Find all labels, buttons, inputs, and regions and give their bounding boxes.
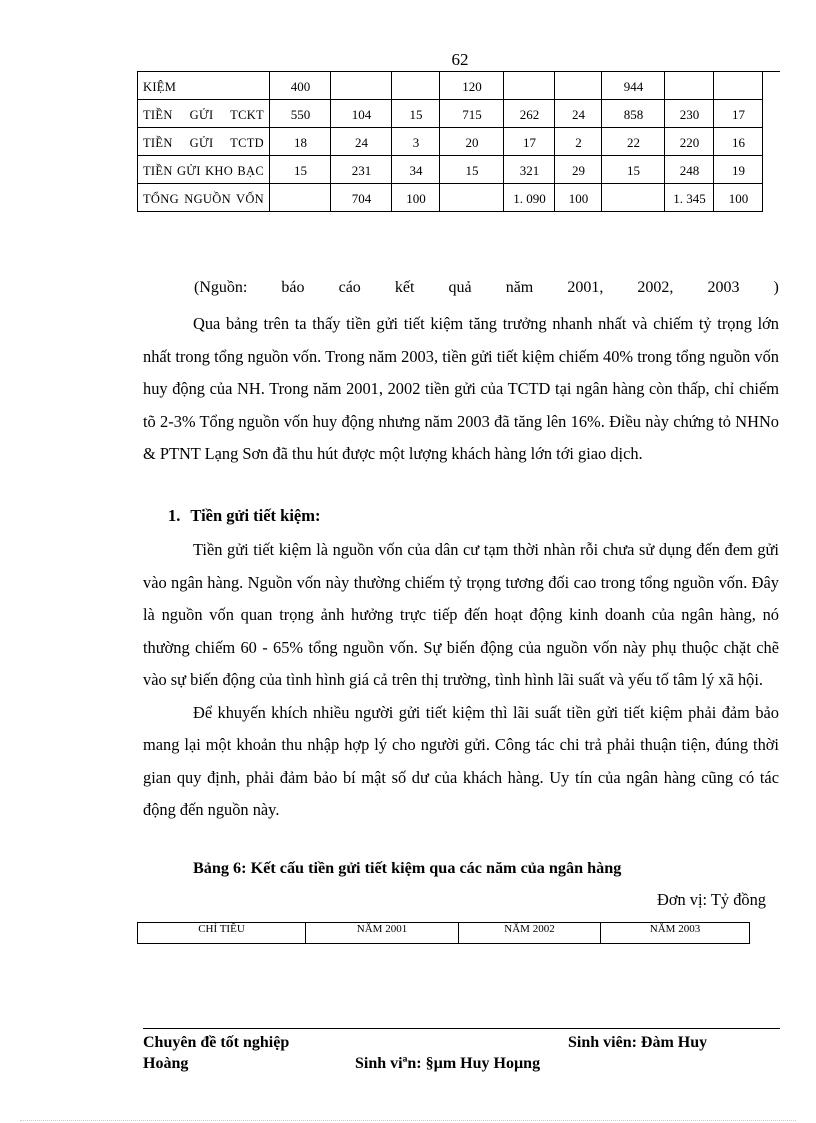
table-cell: 100 xyxy=(714,184,763,212)
source-word: 2001, xyxy=(567,279,604,296)
table-cell: 16 xyxy=(714,128,763,156)
table-header-row xyxy=(138,923,750,944)
row-label: TIỀN GỬI TCKT xyxy=(138,100,270,128)
table-row xyxy=(138,72,763,100)
footer-rule xyxy=(143,1028,780,1029)
table-cell: 704 xyxy=(331,184,392,212)
table-cell: 24 xyxy=(555,100,602,128)
header-cell: CHỈ TIÊU xyxy=(138,923,306,944)
savings-structure-table xyxy=(137,922,750,944)
table-cell: 18 xyxy=(270,128,331,156)
paragraph-text: Để khuyến khích nhiều người gửi tiết kiệm thì lãi suất tiền gửi tiết kiệm phải đảm bảo mang lại một khoản thu nhập hợp lý cho người gửi. Công tác chi trả phải thuận tiện, đúng thời gian quy định, phải đảm bảo bí mật số dư của khách hàng. Uy tín của ngân hàng cũng có tác động đến nguồn này. xyxy=(143,702,779,819)
table-cell: 262 xyxy=(504,100,555,128)
table-cell: 15 xyxy=(392,100,440,128)
table-cell: 1. 090 xyxy=(504,184,555,212)
row-label: TIỀN GỬI KHO BẠC xyxy=(138,156,270,184)
source-word: (Nguồn: xyxy=(194,279,248,296)
table-row xyxy=(138,156,763,184)
table-cell: 104 xyxy=(331,100,392,128)
table-cell: 100 xyxy=(392,184,440,212)
footer-thesis-label: Chuyên đề tốt nghiệp xyxy=(143,1034,290,1051)
table-cell: 17 xyxy=(714,100,763,128)
table-row xyxy=(138,100,763,128)
table-cell: 248 xyxy=(665,156,714,184)
footer-student-name: Sinh viên: Đàm Huy xyxy=(568,1034,708,1051)
source-word: 2003 xyxy=(707,279,740,296)
table-cell: 15 xyxy=(270,156,331,184)
table-cell: 944 xyxy=(602,72,665,100)
table-cell: 24 xyxy=(331,128,392,156)
table-cell: 34 xyxy=(392,156,440,184)
table-cell xyxy=(392,72,440,100)
table-cell: 550 xyxy=(270,100,331,128)
table-cell xyxy=(331,72,392,100)
table-cell xyxy=(714,72,763,100)
source-word: 2002, xyxy=(637,279,674,296)
source-note xyxy=(194,279,779,297)
table-cell: 715 xyxy=(440,100,504,128)
source-word: quả xyxy=(448,279,472,296)
table-cell: 400 xyxy=(270,72,331,100)
paragraph-text: Tiền gửi tiết kiệm là nguồn vốn của dân cư tạm thời nhàn rỗi chưa sử dụng đến đem gửi vào ngân hàng. Nguồn vốn này thường chiếm tỷ trọng tương đối cao trong tổng nguồn vốn. Đây là nguồn vốn quan trọng ảnh hưởng trực tiếp đến hoạt động kinh doanh của ngân hàng, nó thường chiếm 60 - 65% tổng nguồn vốn. Sự biến động của nguồn vốn này phụ thuộc chặt chẽ vào sự biến động của tình hình giá cả trên thị trường, tình hình lãi suất và yếu tố tâm lý xã hội. xyxy=(143,540,779,689)
row-label: TIỀN GỬI TCTD xyxy=(138,128,270,156)
table-cell: 22 xyxy=(602,128,665,156)
table-cell: 231 xyxy=(331,156,392,184)
footer-name-continued: Hoàng xyxy=(143,1055,189,1072)
table-6-caption: Bảng 6: Kết cấu tiền gửi tiết kiệm qua các năm của ngân hàng xyxy=(193,859,622,877)
table-cell xyxy=(440,184,504,212)
source-word: ) xyxy=(773,279,779,296)
table-cell: 1. 345 xyxy=(665,184,714,212)
table-cell: 120 xyxy=(440,72,504,100)
row-label: TỔNG NGUỒN VỐN xyxy=(138,184,270,212)
table-cell: 3 xyxy=(392,128,440,156)
table-cell: 220 xyxy=(665,128,714,156)
table-cell xyxy=(504,72,555,100)
section-title: Tiền gửi tiết kiệm: xyxy=(190,506,321,525)
table-cell: 20 xyxy=(440,128,504,156)
row-label: KIỆM xyxy=(138,72,270,100)
table-cell: 29 xyxy=(555,156,602,184)
table-cell: 230 xyxy=(665,100,714,128)
table-cell: 19 xyxy=(714,156,763,184)
table-cell xyxy=(270,184,331,212)
section-heading xyxy=(168,506,321,526)
source-word: cáo xyxy=(338,279,361,296)
table-cell: 15 xyxy=(602,156,665,184)
source-word: năm xyxy=(505,279,534,296)
table-row xyxy=(138,184,763,212)
header-cell: NĂM 2002 xyxy=(459,923,601,944)
header-cell: NĂM 2001 xyxy=(306,923,459,944)
table-cell xyxy=(602,184,665,212)
table-cell: 17 xyxy=(504,128,555,156)
table-cell: 15 xyxy=(440,156,504,184)
table-cell xyxy=(555,72,602,100)
page-bottom-border xyxy=(20,1120,796,1121)
source-word: kết xyxy=(394,279,415,296)
section-number: 1. xyxy=(168,506,181,525)
paragraph-capital-analysis xyxy=(143,308,779,471)
paragraph-text: Qua bảng trên ta thấy tiền gửi tiết kiệm tăng trưởng nhanh nhất và chiếm tỷ trọng lớn nhất trong tổng nguồn vốn. Trong năm 2003, tiền gửi tiết kiệm chiếm 40% trong tổng nguồn vốn huy động của NH. Trong năm 2001, 2002 tiền gửi của TCTD tại ngân hàng còn thấp, chỉ chiếm tõ 2-3% Tổng nguồn vốn huy động nhưng năm 2003 đã tăng lên 16%. Điều này chứng tỏ NHNo & PTNT Lạng Sơn đã thu hút được một lượng khách hàng lớn tới giao dịch. xyxy=(143,314,779,463)
unit-label: Đơn vị: Tỷ đồng xyxy=(657,890,766,909)
table-row xyxy=(138,128,763,156)
footer-student-name-garbled: Sinh viªn: §µm Huy Hoµng xyxy=(355,1055,541,1072)
capital-structure-table xyxy=(137,71,763,212)
table-cell xyxy=(665,72,714,100)
header-cell: NĂM 2003 xyxy=(601,923,750,944)
paragraph-savings-deposits xyxy=(143,534,779,827)
table-cell: 100 xyxy=(555,184,602,212)
table-cell: 2 xyxy=(555,128,602,156)
page-number: 62 xyxy=(451,50,469,69)
table-cell: 321 xyxy=(504,156,555,184)
source-word: báo xyxy=(281,279,305,296)
table-cell: 858 xyxy=(602,100,665,128)
